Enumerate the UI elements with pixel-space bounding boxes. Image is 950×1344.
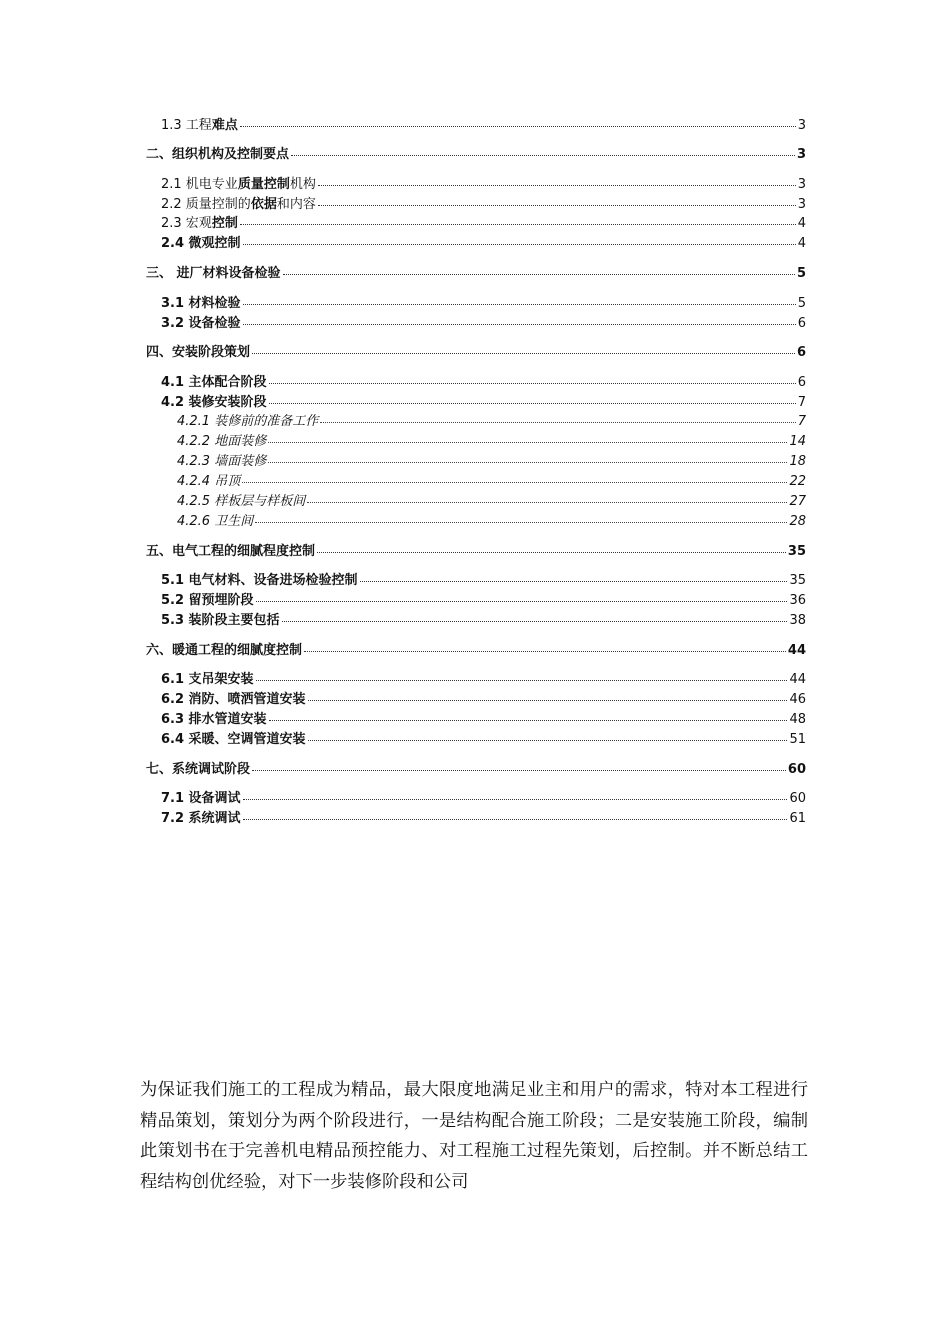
toc-entry[interactable] (177, 454, 806, 470)
toc-page-number: 38 (789, 613, 806, 628)
toc-dot-leader (282, 620, 788, 622)
toc-page-number: 48 (789, 712, 806, 727)
toc-entry[interactable] (146, 345, 806, 361)
toc-entry-title (177, 494, 305, 510)
toc-entry[interactable] (177, 474, 806, 490)
toc-entry-title-part: 6.1 支吊架安装 (161, 672, 254, 687)
toc-entry-title (161, 712, 267, 728)
toc-entry-title (146, 345, 250, 361)
toc-dot-leader (243, 323, 796, 325)
toc-entry-title (146, 266, 281, 282)
toc-page-number: 4 (797, 236, 806, 251)
toc-page-number: 46 (789, 692, 806, 707)
toc-page-number: 14 (789, 434, 806, 449)
toc-entry-title-part: 4.2.6 卫生间 (177, 514, 254, 529)
toc-entry-title-part: 5.1 电气材料、设备进场检验控制 (161, 573, 358, 588)
toc-entry[interactable] (161, 613, 806, 629)
toc-dot-leader (269, 719, 788, 721)
toc-page-number: 4 (797, 216, 806, 231)
toc-entry[interactable] (161, 732, 806, 748)
toc-entry[interactable] (146, 643, 806, 659)
toc-entry-title-part: 三、 进厂材料设备检验 (146, 266, 281, 281)
toc-page-number: 3 (797, 197, 806, 212)
toc-entry-title (177, 514, 253, 530)
toc-entry-title (146, 544, 315, 560)
toc-dot-leader (360, 580, 788, 582)
toc-entry-title (177, 434, 266, 450)
toc-dot-leader (304, 650, 786, 652)
toc-entry-title-part: 4.2.3 墙面装修 (177, 454, 267, 469)
toc-entry-title-part: 6.2 消防、喷洒管道安装 (161, 692, 306, 707)
toc-page-number: 35 (787, 544, 806, 559)
toc-entry-title (161, 613, 280, 629)
toc-dot-leader (256, 600, 788, 602)
toc-dot-leader (255, 521, 787, 523)
toc-page-number: 61 (789, 811, 806, 826)
toc-dot-leader (318, 184, 796, 186)
toc-dot-leader (252, 769, 786, 771)
toc-entry-title-part: 五、电气工程的细腻程度控制 (146, 544, 316, 559)
toc-dot-leader (243, 303, 796, 305)
toc-dot-leader (320, 421, 796, 423)
toc-page-number: 6 (797, 375, 806, 390)
toc-entry-title-part: 2.2 质量控制的 (161, 197, 251, 212)
toc-entry[interactable] (146, 544, 806, 560)
toc-entry-title (161, 197, 316, 213)
toc-entry-title-part: 2.4 微观控制 (161, 236, 241, 251)
toc-entry-title (161, 672, 254, 688)
toc-dot-leader (308, 699, 788, 701)
toc-dot-leader (318, 204, 796, 206)
toc-entry-title-part: 6.3 排水管道安装 (161, 712, 267, 727)
toc-page-number: 60 (787, 762, 806, 777)
toc-page-number: 27 (789, 494, 806, 509)
toc-entry-title-part: 质量控制 (237, 177, 290, 192)
toc-entry-title (161, 118, 238, 134)
toc-page-number: 22 (789, 474, 806, 489)
toc-entry-title (161, 177, 316, 193)
toc-dot-leader (243, 818, 788, 820)
toc-entry-title-part: 3.2 设备检验 (161, 316, 241, 331)
toc-dot-leader (252, 352, 795, 354)
toc-entry[interactable] (177, 494, 806, 510)
toc-page-number: 44 (789, 672, 806, 687)
toc-entry-title (161, 692, 306, 708)
toc-entry[interactable] (161, 296, 806, 312)
toc-entry[interactable] (161, 573, 806, 589)
toc-entry-title (161, 216, 238, 232)
toc-entry-title-part: 3.1 材料检验 (161, 296, 241, 311)
toc-entry-title (146, 147, 289, 163)
toc-entry-title (161, 811, 241, 827)
toc-entry-title-part: 4.2.5 样板层与样板间 (177, 494, 306, 509)
toc-page-number: 7 (797, 414, 806, 429)
toc-entry[interactable] (161, 672, 806, 688)
toc-entry-title-part: 5.2 留预埋阶段 (161, 593, 254, 608)
toc-entry-title (161, 316, 241, 332)
toc-entry-title-part: 二、组织机构及控制要点 (146, 147, 290, 162)
toc-entry-title (161, 573, 358, 589)
toc-entry-title-part: 难点 (211, 118, 238, 133)
toc-entry-title-part: 4.2.4 吊顶 (177, 474, 241, 489)
toc-page-number: 35 (789, 573, 806, 588)
toc-page-number: 3 (797, 118, 806, 133)
toc-entry[interactable] (161, 236, 806, 252)
toc-entry[interactable] (161, 216, 806, 232)
toc-entry[interactable] (161, 692, 806, 708)
toc-entry-title-part: 控制 (211, 216, 238, 231)
toc-dot-leader (243, 243, 796, 245)
toc-dot-leader (242, 481, 787, 483)
toc-entry-title (146, 762, 250, 778)
toc-entry[interactable] (161, 593, 806, 609)
toc-page-number: 3 (797, 177, 806, 192)
toc-dot-leader (307, 501, 787, 503)
toc-dot-leader (268, 461, 787, 463)
intro-paragraph: 为保证我们施工的工程成为精品，最大限度地满足业主和用户的需求，特对本工程进行精品策划，策划分为两个阶段进行，一是结构配合施工阶段；二是安装施工阶段，编制此策划书在于完善机电精品预控能力、对工程施工过程先策划，后控制。并不断总结工程结构创优经验，对下一步装修阶段和公司 (140, 1080, 808, 1192)
toc-page-number: 6 (797, 316, 806, 331)
toc-entry-title-part: 4.2 装修安装阶段 (161, 395, 267, 410)
toc-entry-title (161, 593, 254, 609)
toc-dot-leader (268, 441, 787, 443)
toc-entry-title (177, 474, 240, 490)
toc-page-number: 6 (796, 345, 806, 360)
toc-entry[interactable] (177, 414, 806, 430)
toc-entry-title (161, 296, 241, 312)
toc-page-number: 44 (787, 643, 806, 658)
toc-entry-title-part: 4.1 主体配合阶段 (161, 375, 267, 390)
toc-entry[interactable] (146, 762, 806, 778)
toc-entry-title-part: 机构 (289, 177, 316, 192)
toc-dot-leader (269, 382, 796, 384)
toc-entry[interactable] (161, 197, 806, 213)
toc-entry-title-part: 依据 (250, 197, 277, 212)
toc-dot-leader (308, 739, 788, 741)
toc-entry-title-part: 和内容 (276, 197, 316, 212)
toc-dot-leader (283, 273, 795, 275)
toc-page-number: 36 (789, 593, 806, 608)
toc-dot-leader (240, 125, 796, 127)
toc-dot-leader (240, 223, 796, 225)
toc-dot-leader (243, 798, 788, 800)
toc-entry-title-part: 7.2 系统调试 (161, 811, 241, 826)
toc-entry-title-part: 七、系统调试阶段 (146, 762, 251, 777)
toc-entry-title-part: 六、暖通工程的细腻度控制 (146, 643, 303, 658)
toc-entry-title (161, 732, 306, 748)
toc-entry[interactable] (161, 316, 806, 332)
toc-page-number: 3 (796, 147, 806, 162)
toc-page-number: 5 (797, 296, 806, 311)
toc-dot-leader (317, 551, 786, 553)
toc-entry[interactable] (161, 811, 806, 827)
toc-page-number: 51 (789, 732, 806, 747)
toc-entry[interactable] (146, 266, 806, 282)
toc-entry-title (161, 375, 267, 391)
toc-entry-title-part: 1.3 工程 (161, 118, 212, 133)
toc-entry-title (161, 395, 267, 411)
toc-entry-title-part: 5.3 装阶段主要包括 (161, 613, 280, 628)
toc-entry[interactable] (161, 791, 806, 807)
toc-entry-title-part: 2.3 宏观 (161, 216, 212, 231)
toc-entry[interactable] (161, 375, 806, 391)
toc-page-number: 60 (789, 791, 806, 806)
toc-entry-title-part: 四、安装阶段策划 (146, 345, 251, 360)
toc-entry[interactable] (177, 434, 806, 450)
toc-entry[interactable] (161, 395, 806, 411)
toc-page-number: 18 (789, 454, 806, 469)
toc-entry-title-part: 7.1 设备调试 (161, 791, 241, 806)
toc-entry-title-part: 4.2.2 地面装修 (177, 434, 267, 449)
toc-page-number: 7 (797, 395, 806, 410)
toc-entry[interactable] (177, 514, 806, 530)
toc-entry[interactable] (161, 118, 806, 134)
toc-entry-title-part: 4.2.1 装修前的准备工作 (177, 414, 319, 429)
toc-dot-leader (256, 679, 788, 681)
toc-entry-title-part: 6.4 采暖、空调管道安装 (161, 732, 306, 747)
toc-page-number: 28 (789, 514, 806, 529)
toc-page-number: 5 (796, 266, 806, 281)
toc-entry[interactable] (146, 147, 806, 163)
toc-entry[interactable] (161, 177, 806, 193)
toc-entry-title (161, 236, 241, 252)
toc-entry-title-part: 2.1 机电专业 (161, 177, 238, 192)
toc-dot-leader (269, 402, 796, 404)
toc-entry-title (177, 454, 266, 470)
toc-entry-title (146, 643, 302, 659)
toc-entry-title (161, 791, 241, 807)
toc-dot-leader (291, 154, 795, 156)
toc-entry[interactable] (161, 712, 806, 728)
toc-entry-title (177, 414, 318, 430)
